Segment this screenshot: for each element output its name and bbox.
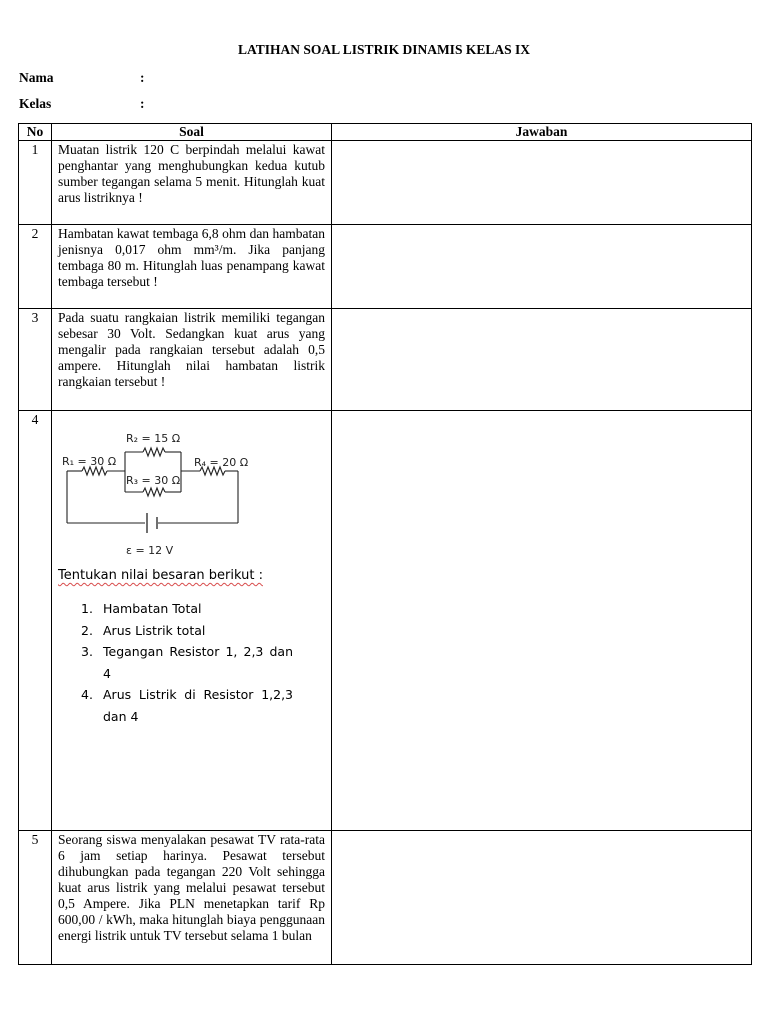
table-header-row	[19, 124, 752, 141]
answer-cell[interactable]	[332, 309, 752, 411]
question-text: Seorang siswa menyalakan pesawat TV rata-rata 6 jam setiap harinya. Pesawat tersebut dihubungkan pada tegangan 220 Volt sehingga kuat arus listrik yang melalui pesawat tersebut 0,5 Ampere. Jika PLN menetapkan tarif Rp 600,00 / kWh, maka hitunglah biaya penggunaan energi listrik untuk TV tersebut selama 1 bulan	[52, 831, 332, 965]
question-4-list	[58, 598, 325, 727]
question-text: Muatan listrik 120 C berpindah melalui kawat penghantar yang menghubungkan kedua kutub sumber tegangan selama 5 menit. Hitunglah kuat arus listriknya !	[52, 141, 332, 225]
table-row	[19, 411, 752, 831]
row-number: 5	[19, 831, 52, 965]
header-soal: Soal	[52, 124, 332, 141]
resistor-r1-icon	[82, 467, 107, 475]
question-4-prompt: Tentukan nilai besaran berikut :	[58, 568, 263, 583]
list-item: 4. Arus Listrik di Resistor 1,2,3 dan 4	[81, 687, 293, 724]
answer-cell[interactable]	[332, 141, 752, 225]
row-number: 3	[19, 309, 52, 411]
question-text: Pada suatu rangkaian listrik memiliki tegangan sebesar 30 Volt. Sedangkan kuat arus yang mengalir pada rangkaian tersebut adalah 0,5 ampere. Hitunglah nilai hambatan listrik rangkaian tersebut !	[52, 309, 332, 411]
answer-cell[interactable]	[332, 225, 752, 309]
header-no: No	[19, 124, 52, 141]
question-text: Hambatan kawat tembaga 6,8 ohm dan hambatan jenisnya 0,017 ohm mm³/m. Jika panjang tembaga 80 m. Hitunglah luas penampang kawat tembaga tersebut !	[52, 225, 332, 309]
label-r4: R₄ = 20 Ω	[194, 456, 249, 469]
list-item: 2. Arus Listrik total	[81, 622, 206, 638]
row-number: 4	[19, 411, 52, 831]
answer-cell[interactable]	[332, 411, 752, 831]
label-r2: R₂ = 15 Ω	[126, 432, 181, 445]
field-nama-label: Nama	[19, 70, 54, 85]
field-nama-colon: :	[140, 70, 145, 85]
circuit-diagram-svg	[58, 430, 258, 562]
row-number: 2	[19, 225, 52, 309]
row-number: 1	[19, 141, 52, 225]
table-row	[19, 225, 752, 309]
list-item: 1. Hambatan Total	[81, 601, 202, 616]
table-row	[19, 309, 752, 411]
table-row	[19, 141, 752, 225]
header-jawaban: Jawaban	[332, 124, 752, 141]
question-table	[18, 123, 752, 965]
field-kelas	[19, 96, 145, 112]
document-title: LATIHAN SOAL LISTRIK DINAMIS KELAS IX	[238, 42, 530, 57]
label-r3: R₃ = 30 Ω	[126, 474, 181, 487]
list-item: 3. Tegangan Resistor 1, 2,3 dan 4	[81, 644, 293, 681]
resistor-r2-icon	[143, 448, 165, 456]
field-kelas-label: Kelas	[19, 96, 52, 111]
label-emf: ε = 12 V	[126, 544, 174, 557]
field-kelas-colon: :	[140, 96, 145, 111]
circuit-diagram	[58, 430, 325, 566]
question-4-cell	[52, 411, 332, 831]
battery-icon	[147, 513, 157, 533]
field-nama	[19, 70, 145, 86]
table-row	[19, 831, 752, 965]
answer-cell[interactable]	[332, 831, 752, 965]
resistor-r3-icon	[143, 488, 165, 496]
label-r1: R₁ = 30 Ω	[62, 455, 117, 468]
